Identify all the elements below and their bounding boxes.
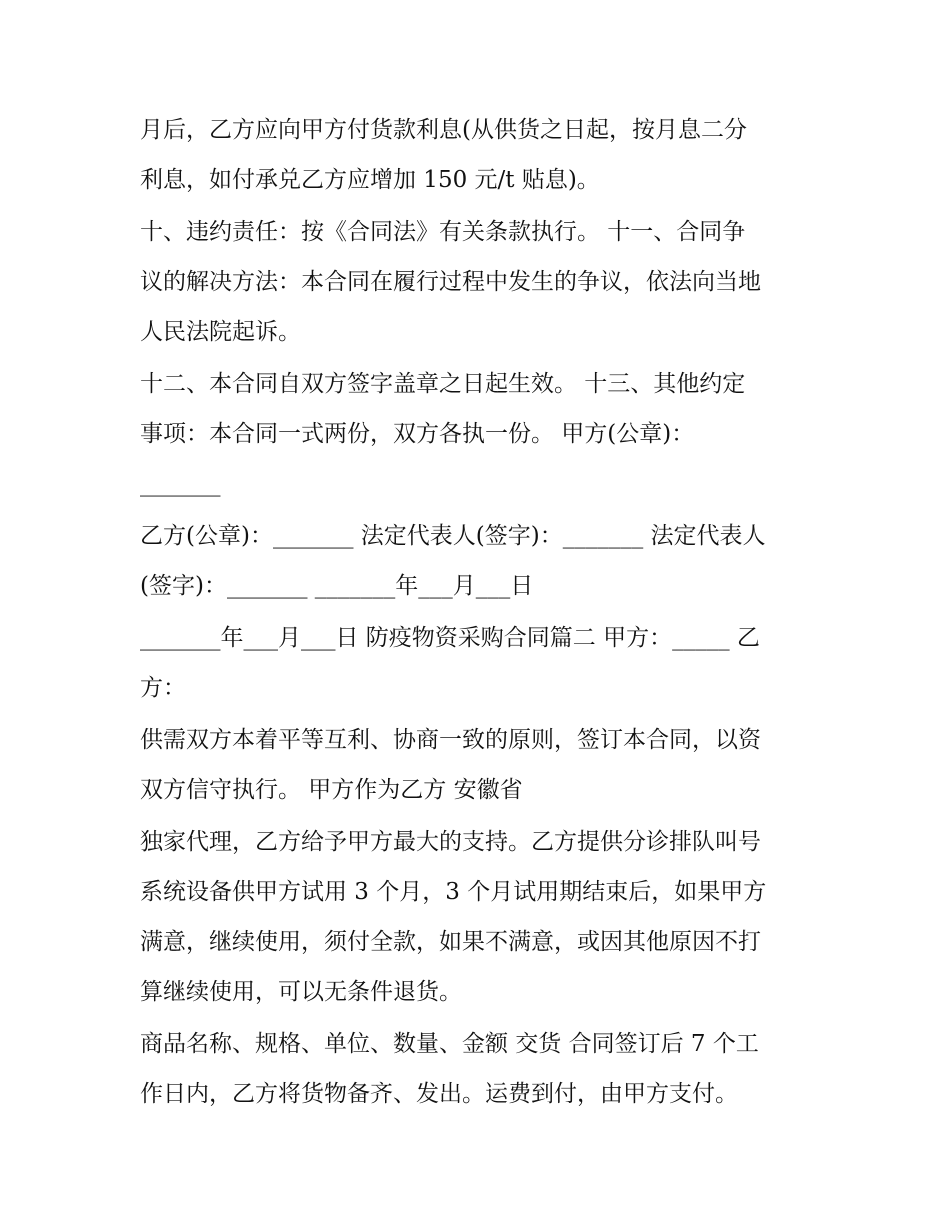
text-line: 方： [140,675,186,701]
text-line: 议的解决方法：本合同在履行过程中发生的争议，依法向当地 [140,269,761,295]
text-line: 供需双方本着平等互利、协商一致的原则，签订本合同，以资 [140,727,761,753]
text-line: 十二、本合同自双方签字盖章之日起生效。 十三、其他约定 [140,371,746,397]
text-line: 商品名称、规格、单位、数量、金额 交货 合同签订后 7 个工 [140,1031,759,1057]
text-line: 事项：本合同一式两份，双方各执一份。 甲方(公章)： [140,421,695,447]
signature-blank: _______ [140,471,221,497]
text-line: 十、违约责任：按《合同法》有关条款执行。 十一、合同争 [140,219,746,245]
text-line: 系统设备供甲方试用 3 个月，3 个月试用期结束后，如果甲方 [140,879,767,905]
text-line: 满意，继续使用，须付全款，如果不满意，或因其他原因不打 [140,929,761,955]
paragraph-delivery [140,1019,830,1119]
text-line: _______年___月___日 防疫物资采购合同篇二 甲方：_____ 乙 [140,625,760,651]
text-line: 独家代理，乙方给予甲方最大的支持。乙方提供分诊排队叫号 [140,829,761,855]
paragraph-signatures [140,511,830,611]
text-line: 月后，乙方应向甲方付货款利息(从供货之日起，按月息二分 [140,117,747,143]
text-line: 双方信守执行。 甲方作为乙方 安徽省 [140,777,523,803]
paragraph-effective [140,359,830,509]
paragraph-principles [140,715,830,815]
document-body [140,105,830,1121]
paragraph-trial [140,817,830,1017]
text-line: 人民法院起诉。 [140,319,301,345]
text-line: 利息，如付承兑乙方应增加 150 元/t 贴息)。 [140,167,600,193]
text-line: 作日内，乙方将货物备齐、发出。运费到付，由甲方支付。 [140,1081,738,1107]
text-line: 算继续使用，可以无条件退货。 [140,979,462,1005]
text-line: 乙方(公章)：_______ 法定代表人(签字)：_______ 法定代表人 [140,523,766,549]
paragraph-interest [140,105,830,205]
paragraph-contract-two-header [140,613,830,713]
text-line: (签字)：_______ _______年___月___日 [140,573,534,599]
paragraph-liability [140,207,830,357]
